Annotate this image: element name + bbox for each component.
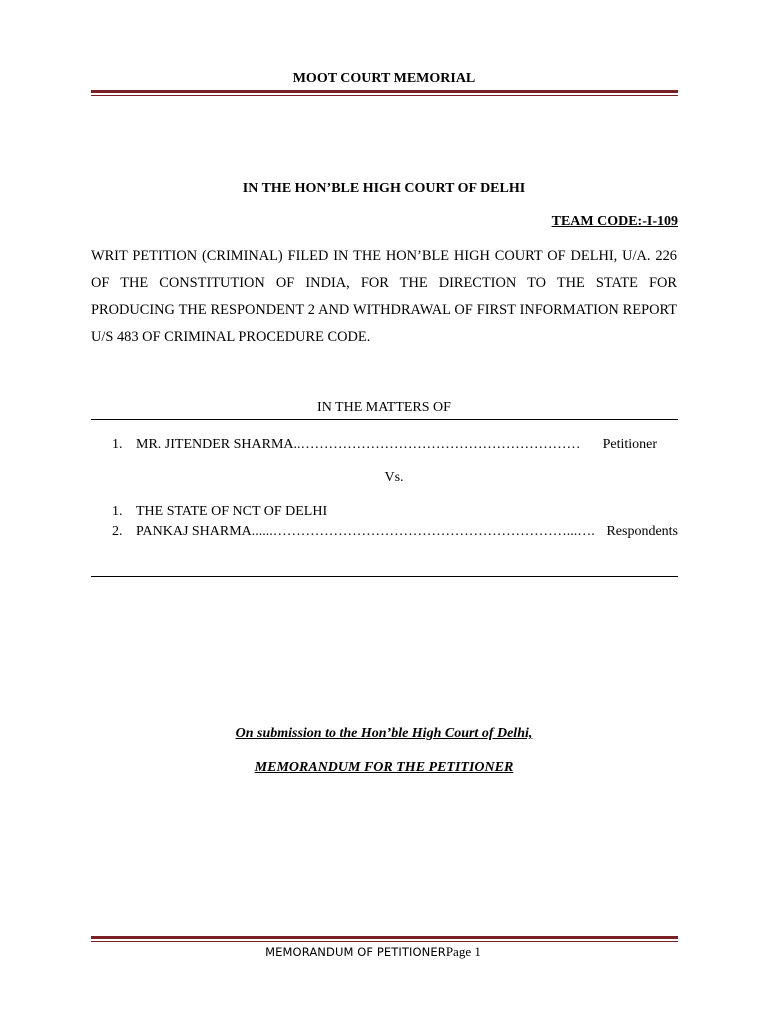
header-rule-thin bbox=[91, 95, 678, 96]
respondent-name: THE STATE OF NCT OF DELHI bbox=[136, 504, 328, 519]
matters-heading: IN THE MATTERS OF bbox=[317, 400, 451, 415]
respondent-number: 2. bbox=[112, 524, 123, 539]
header-rule-thick bbox=[91, 90, 678, 93]
court-title: IN THE HON’BLE HIGH COURT OF DELHI bbox=[242, 181, 526, 196]
footer-rule-thick bbox=[91, 936, 678, 939]
petitioner-name: MR. JITENDER SHARMA.. bbox=[136, 437, 301, 452]
respondent-leader-dots: ………………………………………………………...…. bbox=[272, 524, 595, 539]
team-code: TEAM CODE:-I-109 bbox=[551, 214, 678, 229]
petitioner-row bbox=[112, 437, 657, 453]
petitioner-role: Petitioner bbox=[602, 437, 657, 452]
page-footer bbox=[0, 944, 746, 960]
versus-label: Vs. bbox=[384, 470, 404, 485]
respondent-number: 1. bbox=[112, 504, 123, 519]
footer-rule-thin bbox=[91, 941, 678, 942]
submission-line: On submission to the Hon’ble High Court of Delhi, bbox=[235, 726, 533, 741]
footer-page-number: Page 1 bbox=[445, 944, 481, 959]
footer-label: MEMORANDUM OF PETITIONER bbox=[265, 945, 446, 959]
memorandum-title: MEMORANDUM FOR THE PETITIONER bbox=[254, 760, 514, 775]
respondent-row bbox=[112, 504, 678, 520]
document-header-title: MOOT COURT MEMORIAL bbox=[292, 71, 476, 86]
petition-description: WRIT PETITION (CRIMINAL) FILED IN THE HON’BLE HIGH COURT OF DELHI, U/A. 226 OF THE CONSTITUTION OF INDIA, FOR THE DIRECTION TO THE STATE FOR PRODUCING THE RESPONDENT 2 AND WITHDRAWAL OF FIRST INFORMATION REPORT U/S 483 OF CRIMINAL PROCEDURE CODE. bbox=[91, 248, 677, 345]
petitioner-leader-dots: …………………………………………………… bbox=[300, 437, 581, 452]
respondent-role: Respondents bbox=[606, 524, 678, 539]
matters-bottom-rule bbox=[91, 576, 678, 577]
matters-top-rule bbox=[91, 419, 678, 420]
respondent-row bbox=[112, 524, 678, 540]
respondent-name: PANKAJ SHARMA...... bbox=[136, 524, 273, 539]
petitioner-number: 1. bbox=[112, 437, 123, 452]
